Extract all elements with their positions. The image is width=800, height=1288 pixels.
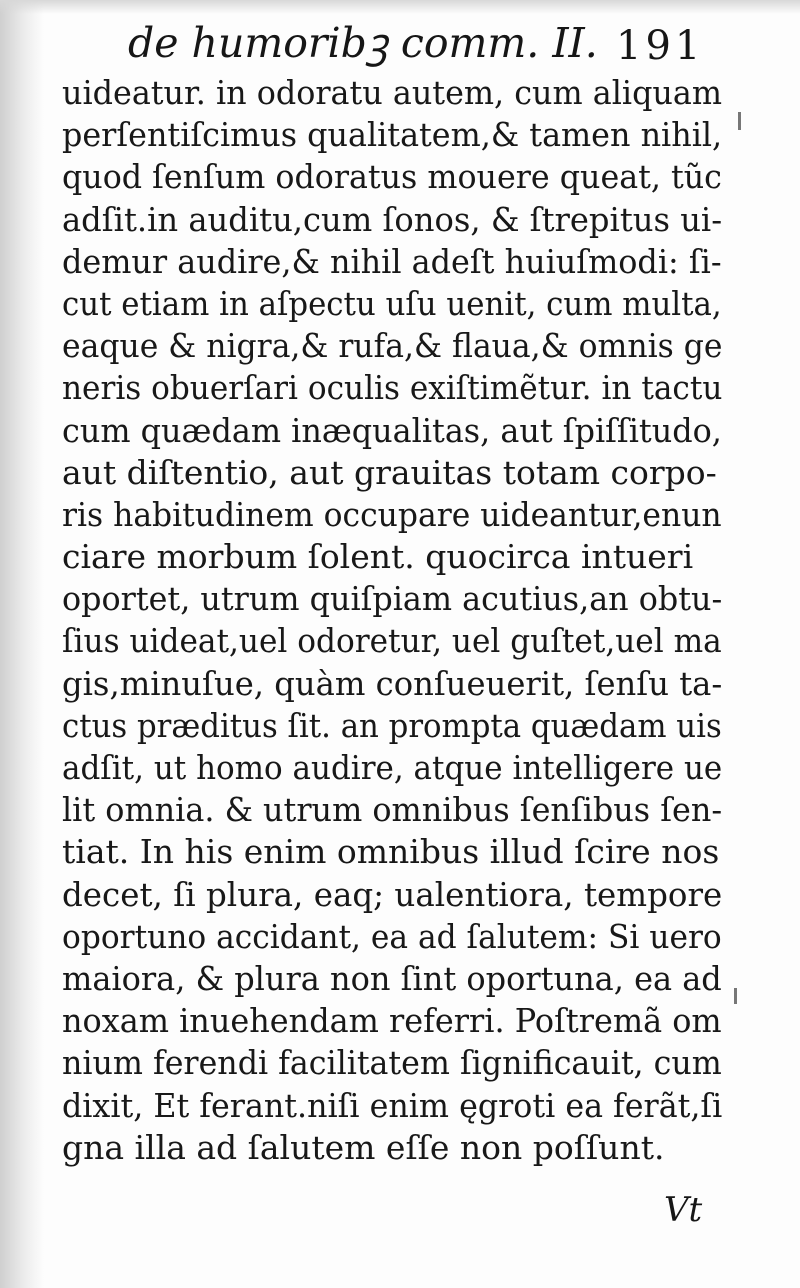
text-line: eaque & nigra,& rufa,& flaua,& omnis ge xyxy=(62,326,723,366)
text-line: ſius uideat,uel odoretur, uel guſtet,uel ma xyxy=(62,621,722,661)
text-line: adſit, ut homo audire, atque intelligere ue xyxy=(62,748,723,787)
text-line: uideatur. in odoratu autem, cum aliquam xyxy=(62,73,723,112)
text-line: tiat. In his enim omnibus illud ſcire nos xyxy=(62,832,720,872)
text-line: decet, ſi plura, eaq; ualentiora, tempore xyxy=(62,874,723,914)
margin-speck xyxy=(734,988,737,1004)
text-line: gis,minuſue, quàm conſueuerit, ſenſu ta- xyxy=(62,663,723,703)
text-line: demur audire,& nihil adeſt huiuſmodi: ſi- xyxy=(62,241,722,281)
text-line: lit omnia. & utrum omnibus ſenſibus ſen- xyxy=(62,790,723,830)
text-line: cut etiam in aſpectu uſu uenit, cum multa, xyxy=(62,283,722,323)
catchword: Vt xyxy=(664,1190,703,1230)
text-line: oportet, utrum quiſpiam acutius,an obtu- xyxy=(62,579,723,619)
text-line: cum quædam inæqualitas, aut ſpiſſitudo, xyxy=(62,410,722,450)
text-line: gna illa ad ſalutem eſſe non poſſunt. xyxy=(62,1127,665,1167)
text-line: oportuno accidant, ea ad ſalutem: Si uero xyxy=(62,916,722,956)
text-line: ciare morbum ſolent. quocirca intueri xyxy=(62,537,694,577)
margin-speck xyxy=(738,112,741,130)
text-line: nium ferendi facilitatem ſignificauit, cum xyxy=(62,1043,722,1083)
gutter-shadow xyxy=(0,0,44,1288)
text-line: dixit, Et ferant.niſi enim ęgroti ea ferãt,ſi xyxy=(62,1085,723,1125)
text-line: quod ſenſum odoratus mouere queat, tũc xyxy=(62,157,722,197)
text-line: maiora, & plura non ſint oportuna, ea ad xyxy=(62,958,722,998)
text-line: adſit.in auditu,cum ſonos, & ſtrepitus ui- xyxy=(62,199,723,239)
running-head: de humoribꝫ comm. II. xyxy=(128,19,598,67)
text-line: noxam inuehendam referri. Poſtremã om xyxy=(62,1001,722,1041)
text-line: neris obuerſari oculis exiſtimẽtur. in tactu xyxy=(62,368,723,408)
body-text xyxy=(62,72,722,1169)
page-number: 191 xyxy=(616,23,705,69)
text-line: ctus præditus ſit. an prompta quædam uis xyxy=(62,705,722,745)
text-line: ris habitudinem occupare uideantur,enun xyxy=(62,494,722,534)
top-edge-shadow xyxy=(0,0,800,14)
text-line: aut diſtentio, aut grauitas totam corpo- xyxy=(62,452,717,492)
text-line: perſentiſcimus qualitatem,& tamen nihil, xyxy=(62,115,723,155)
